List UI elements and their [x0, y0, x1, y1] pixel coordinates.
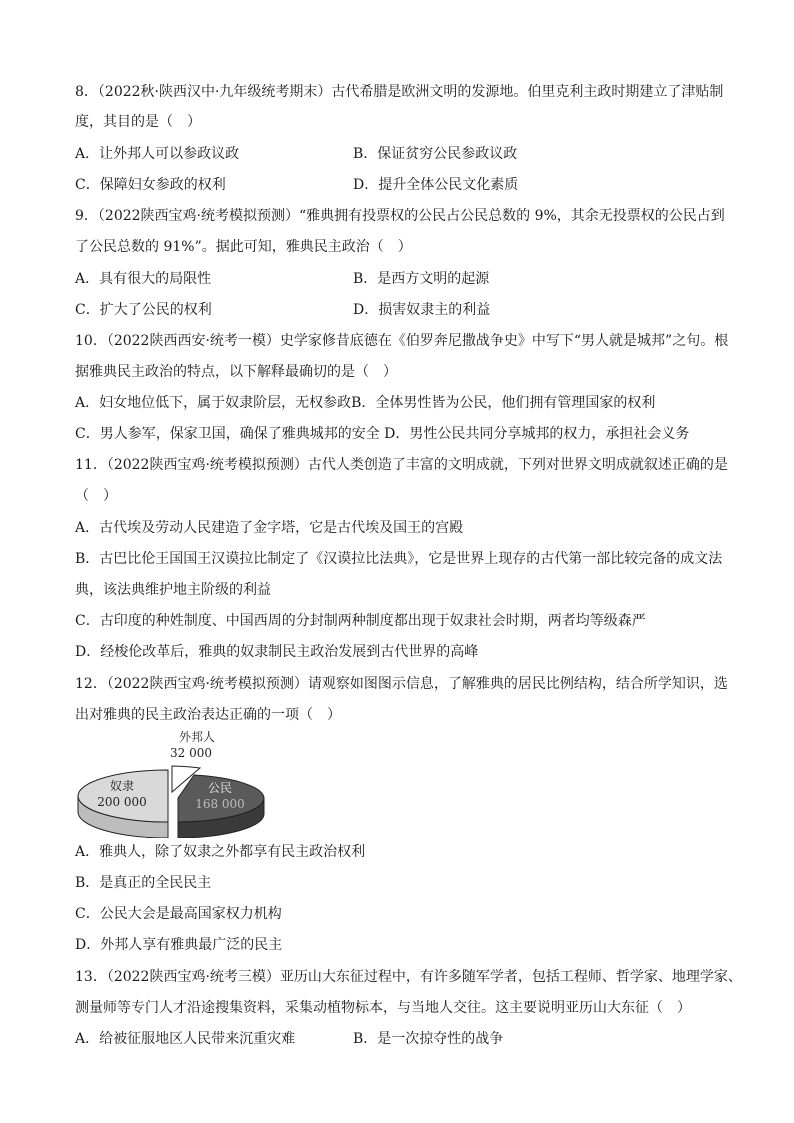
q9-stem-line-2: 了公民总数的 91%”。据此可知，雅典民主政治（ ）	[75, 239, 412, 255]
q13-stem-line-2: 测量师等专门人才沿途搜集资料，采集动植物标本，与当地人交往。这主要说明亚历山大东征（ ）	[75, 1000, 691, 1016]
q11-option-a[interactable]: A．古代埃及劳动人民建造了金字塔，它是古代埃及国王的宫殿	[75, 520, 464, 536]
label-citizens-value: 168 000	[195, 797, 245, 811]
q9-option-b[interactable]: B．是西方文明的起源	[353, 271, 490, 287]
q13-stem-line-1: 13．（2022陕西宝鸡·统考三模）亚历山大东征过程中，有许多随军学者，包括工程师、哲学家、地理学家、	[75, 969, 742, 985]
q8-stem-line-2: 度，其目的是（ ）	[75, 114, 201, 130]
q13-option-a[interactable]: A．给被征服地区人民带来沉重灾难	[75, 1031, 296, 1047]
q10-option-ab[interactable]: A．妇女地位低下，属于奴隶阶层，无权参政B．全体男性皆为公民，他们拥有管理国家的权利	[75, 395, 656, 411]
q9-option-d[interactable]: D．损害奴隶主的利益	[353, 302, 491, 318]
q8-stem-line-1: 8．（2022秋·陕西汉中·九年级统考期末）古代希腊是欧洲文明的发源地。伯里克利主政时期建立了津贴制	[75, 84, 724, 100]
q13-option-b[interactable]: B．是一次掠夺性的战争	[353, 1031, 504, 1047]
q8-option-c[interactable]: C．保障妇女参政的权利	[75, 177, 226, 193]
q11-option-d[interactable]: D．经梭伦改革后，雅典的奴隶制民主政治发展到古代世界的高峰	[75, 644, 479, 660]
q8-option-b[interactable]: B．保证贫穷公民参政议政	[353, 146, 518, 162]
label-foreigners-value: 32 000	[170, 746, 212, 760]
label-citizens-name: 公民	[207, 781, 233, 795]
q10-option-cd[interactable]: C．男人参军，保家卫国，确保了雅典城邦的安全 D．男性公民共同分享城邦的权力，承担社会义务	[75, 426, 690, 442]
q9-option-c[interactable]: C．扩大了公民的权利	[75, 302, 212, 318]
q9-stem-line-1: 9．（2022陕西宝鸡·统考模拟预测）“雅典拥有投票权的公民占公民总数的 9%，其余无投票权的公民占到	[75, 208, 725, 224]
q12-stem-line-1: 12．（2022陕西宝鸡·统考模拟预测）请观察如图图示信息，了解雅典的居民比例结构，结合所学知识，选	[75, 676, 728, 692]
q11-option-c[interactable]: C．古印度的种姓制度、中国西周的分封制两种制度都出现于奴隶社会时期，两者均等级森严	[75, 613, 646, 629]
q12-stem-line-2: 出对雅典的民主政治表达正确的一项（ ）	[75, 707, 341, 723]
q12-option-c[interactable]: C．公民大会是最高国家权力机构	[75, 906, 282, 922]
q11-stem-line-2: （ ）	[75, 488, 117, 504]
population-pie-chart	[70, 728, 280, 838]
q12-option-b[interactable]: B．是真正的全民民主	[75, 875, 212, 891]
label-slaves-value: 200 000	[97, 795, 147, 809]
q12-option-d[interactable]: D．外邦人享有雅典最广泛的民主	[75, 937, 283, 953]
label-slaves-name: 奴隶	[109, 779, 135, 793]
q11-stem-line-1: 11．（2022陕西宝鸡·统考模拟预测）古代人类创造了丰富的文明成就，下列对世界文明成就叙述正确的是	[75, 457, 728, 473]
q8-option-d[interactable]: D．提升全体公民文化素质	[353, 177, 519, 193]
q10-stem-line-2: 据雅典民主政治的特点，以下解释最确切的是（ ）	[75, 364, 397, 380]
q11-option-b-line-1[interactable]: B．古巴比伦王国国王汉谟拉比制定了《汉谟拉比法典》，它是世界上现存的古代第一部比较完备的成文法	[75, 551, 723, 567]
label-foreigners-name: 外邦人	[178, 730, 216, 744]
q8-option-a[interactable]: A．让外邦人可以参政议政	[75, 146, 240, 162]
q11-option-b-line-2: 典，该法典维护地主阶级的利益	[75, 582, 271, 598]
q12-option-a[interactable]: A．雅典人，除了奴隶之外都享有民主政治权利	[75, 844, 366, 860]
q10-stem-line-1: 10．（2022陕西西安·统考一模）史学家修昔底德在《伯罗奔尼撒战争史》中写下“男人就是城邦”之句。根	[75, 333, 729, 349]
q9-option-a[interactable]: A．具有很大的局限性	[75, 271, 212, 287]
